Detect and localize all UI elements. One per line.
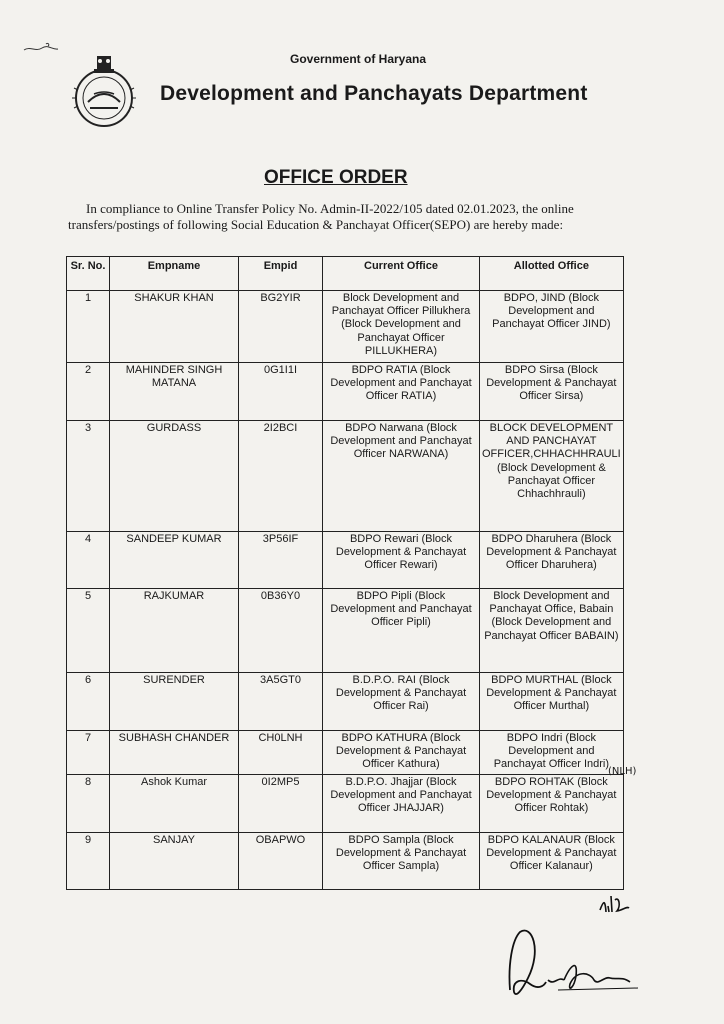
table-header-row	[67, 257, 624, 291]
table-row	[67, 363, 624, 421]
cell-allotted-office: BDPO MURTHAL (Block Development & Panchayat Officer Murthal)	[480, 673, 624, 731]
cell-empid: 0I2MP5	[239, 775, 323, 833]
cell-empname: GURDASS	[110, 421, 239, 532]
cell-current-office: Block Development and Panchayat Officer Pillukhera (Block Development and Panchayat Officer PILLUKHERA)	[323, 291, 480, 363]
transfer-table	[66, 256, 624, 890]
table-row	[67, 775, 624, 833]
cell-current-office: BDPO KATHURA (Block Development & Panchayat Officer Kathura)	[323, 731, 480, 775]
cell-current-office: B.D.P.O. RAI (Block Development & Panchayat Officer Rai)	[323, 673, 480, 731]
cell-empid: 0B36Y0	[239, 589, 323, 673]
cell-allotted-office: BDPO Indri (Block Development and Panchayat Officer Indri)	[480, 731, 624, 775]
cell-allotted-office: Block Development and Panchayat Office, Babain (Block Development and Panchayat Officer BABAIN)	[480, 589, 624, 673]
department-heading: Development and Panchayats Department	[160, 82, 588, 105]
cell-empid: 3A5GT0	[239, 673, 323, 731]
cell-allotted-office: BDPO, JIND (Block Development and Panchayat Officer JIND)	[480, 291, 624, 363]
government-heading: Government of Haryana	[290, 52, 427, 66]
table-row	[67, 731, 624, 775]
cell-empid: OBAPWO	[239, 833, 323, 890]
handwritten-margin-note: (NLH)	[608, 766, 637, 777]
cell-allotted-office: BDPO KALANAUR (Block Development & Panchayat Officer Kalanaur)	[480, 833, 624, 890]
header-sr-no: Sr. No.	[67, 257, 110, 291]
cell-current-office: BDPO Pipli (Block Development and Panchayat Officer Pipli)	[323, 589, 480, 673]
order-intro-paragraph: In compliance to Online Transfer Policy No. Admin-II-2022/105 dated 02.01.2023, the online transfers/postings of following Social Education & Panchayat Officer(SEPO) are hereby made:	[68, 201, 574, 232]
haryana-emblem-icon	[64, 50, 144, 130]
cell-sr: 7	[67, 731, 110, 775]
cell-current-office: BDPO Sampla (Block Development & Panchayat Officer Sampla)	[323, 833, 480, 890]
cell-current-office: BDPO Narwana (Block Development and Panchayat Officer NARWANA)	[323, 421, 480, 532]
table-row	[67, 532, 624, 589]
cell-current-office: BDPO RATIA (Block Development and Panchayat Officer RATIA)	[323, 363, 480, 421]
cell-sr: 3	[67, 421, 110, 532]
cell-allotted-office: BLOCK DEVELOPMENT AND PANCHAYAT OFFICER,CHHACHHRAULI (Block Development & Panchayat Officer Chhachhrauli)	[480, 421, 624, 532]
cell-empid: 0G1I1I	[239, 363, 323, 421]
cell-sr: 6	[67, 673, 110, 731]
cell-empname: RAJKUMAR	[110, 589, 239, 673]
cell-empname: Ashok Kumar	[110, 775, 239, 833]
header-allotted-office: Allotted Office	[480, 257, 624, 291]
pen-mark-scribble	[22, 40, 62, 56]
header-empid: Empid	[239, 257, 323, 291]
cell-allotted-office: BDPO ROHTAK (Block Development & Panchayat Officer Rohtak)	[480, 775, 624, 833]
cell-sr: 8	[67, 775, 110, 833]
cell-sr: 5	[67, 589, 110, 673]
cell-sr: 9	[67, 833, 110, 890]
header-empname: Empname	[110, 257, 239, 291]
table-row	[67, 673, 624, 731]
table-row	[67, 589, 624, 673]
cell-empid: BG2YIR	[239, 291, 323, 363]
cell-empname: SUBHASH CHANDER	[110, 731, 239, 775]
cell-empname: SANDEEP KUMAR	[110, 532, 239, 589]
cell-sr: 4	[67, 532, 110, 589]
cell-current-office: BDPO Rewari (Block Development & Panchayat Officer Rewari)	[323, 532, 480, 589]
cell-allotted-office: BDPO Dharuhera (Block Development & Panchayat Officer Dharuhera)	[480, 532, 624, 589]
cell-empname: SHAKUR KHAN	[110, 291, 239, 363]
cell-empid: 2I2BCI	[239, 421, 323, 532]
office-order-title: OFFICE ORDER	[264, 167, 408, 188]
cell-empname: MAHINDER SINGH MATANA	[110, 363, 239, 421]
table-row	[67, 291, 624, 363]
table-row	[67, 421, 624, 532]
signature-image	[498, 920, 648, 1010]
table-row	[67, 833, 624, 890]
cell-sr: 1	[67, 291, 110, 363]
cell-empname: SURENDER	[110, 673, 239, 731]
cell-sr: 2	[67, 363, 110, 421]
handwritten-initials	[597, 892, 633, 918]
cell-current-office: B.D.P.O. Jhajjar (Block Development and Panchayat Officer JHAJJAR)	[323, 775, 480, 833]
header-current-office: Current Office	[323, 257, 480, 291]
cell-empid: CH0LNH	[239, 731, 323, 775]
cell-allotted-office: BDPO Sirsa (Block Development & Panchayat Officer Sirsa)	[480, 363, 624, 421]
cell-empid: 3P56IF	[239, 532, 323, 589]
cell-empname: SANJAY	[110, 833, 239, 890]
